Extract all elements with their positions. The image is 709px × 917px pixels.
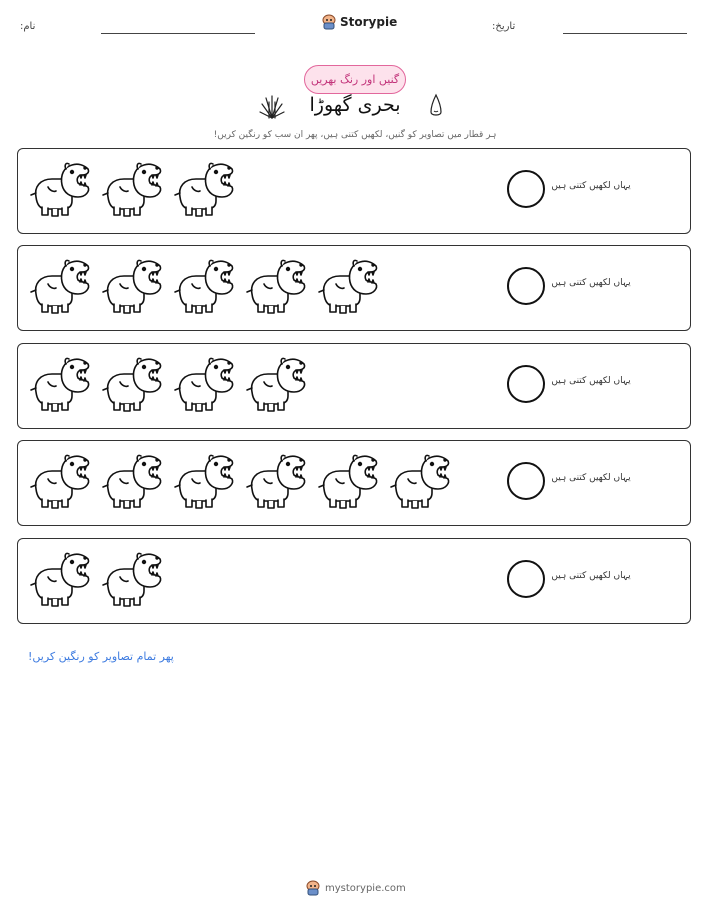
hippo-icon [172,352,236,416]
hippo-group [28,157,236,221]
hippo-icon [244,352,308,416]
hippo-icon [28,449,92,513]
hippo-group [28,449,452,513]
counting-row [17,343,691,429]
name-label: نام: [20,21,36,32]
hippo-icon [100,547,164,611]
hippo-icon [316,254,380,318]
hippo-group [28,547,164,611]
answer-circle[interactable] [507,170,545,208]
hippo-icon [172,449,236,513]
storypie-logo-icon [306,880,320,896]
counting-row [17,245,691,331]
hippo-icon [244,254,308,318]
page-title: بحری گھوڑا [309,94,401,116]
date-line[interactable] [563,33,687,34]
counting-row [17,148,691,234]
hippo-icon [100,449,164,513]
hippo-icon [28,254,92,318]
hippo-group [28,254,380,318]
counting-row [17,440,691,526]
counting-row [17,538,691,624]
hippo-icon [28,547,92,611]
instructions: ہر قطار میں تصاویر کو گنیں، لکھیں کتنی ہیں، پھر ان سب کو رنگین کریں! [213,130,497,140]
hippo-group [28,352,308,416]
hippo-icon [244,449,308,513]
hippo-icon [100,254,164,318]
storypie-logo-icon [322,14,336,30]
site-footer [306,880,406,896]
answer-circle[interactable] [507,462,545,500]
answer-label: یہاں لکھیں کتنی ہیں [551,571,631,581]
hippo-icon [100,157,164,221]
answer-circle[interactable] [507,365,545,403]
answer-circle[interactable] [507,267,545,305]
hippo-icon [28,157,92,221]
grass-tuft-icon [258,92,286,120]
hippo-icon [28,352,92,416]
brand-name: Storypie [340,15,398,29]
answer-label: یہاں لکھیں کتنی ہیں [551,376,631,386]
footer-note: پھر تمام تصاویر کو رنگین کریں! [28,650,174,663]
hippo-icon [316,449,380,513]
date-label: تاریخ: [492,21,516,32]
category-pill: گنیں اور رنگ بھریں [304,65,406,94]
site-url: mystorypie.com [325,882,406,894]
tooth-icon [428,93,444,117]
name-line[interactable] [101,33,255,34]
answer-label: یہاں لکھیں کتنی ہیں [551,278,631,288]
hippo-icon [172,254,236,318]
answer-circle[interactable] [507,560,545,598]
hippo-icon [172,157,236,221]
brand-logo [322,12,397,32]
answer-label: یہاں لکھیں کتنی ہیں [551,181,631,191]
hippo-icon [388,449,452,513]
hippo-icon [100,352,164,416]
answer-label: یہاں لکھیں کتنی ہیں [551,473,631,483]
